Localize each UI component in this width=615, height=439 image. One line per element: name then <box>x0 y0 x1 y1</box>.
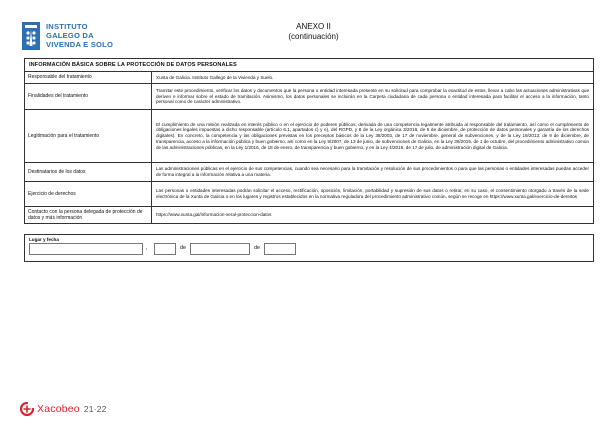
institute-name-line-3: VIVENDA E SOLO <box>46 40 114 49</box>
row-value: Xunta de Galicia. Instituto Gallego de la Vivienda y Suelo. <box>156 74 274 80</box>
comma-separator: , <box>146 245 148 251</box>
annex-continuation: (continuación) <box>288 32 339 41</box>
row-label: Finalidades del tratamiento <box>25 84 152 109</box>
de-separator-2: de <box>254 245 260 251</box>
xacobeo-logo <box>20 402 107 416</box>
year-field[interactable] <box>264 243 296 255</box>
row-value: https://www.xunta.gal/informacion-xeral-proteccion-datos <box>156 212 272 218</box>
row-label: Responsable del tratamiento <box>25 72 152 83</box>
row-label: Destinatarios de los datos <box>25 163 152 181</box>
table-row <box>25 72 593 84</box>
institute-name-line-2: GALEGO DA <box>46 31 94 40</box>
row-label: Contacto con la persona delegada de protección de datos y más información <box>25 207 152 223</box>
table-row <box>25 207 593 223</box>
table-row <box>25 182 593 207</box>
annex-title: ANEXO II <box>296 22 331 31</box>
row-value: El cumplimiento de una misión realizada en interés público o en el ejercicio de poderes públicos, derivada de una competencia legalmente atribuida al responsable del tratamiento, así como el cumplimiento de obligaciones legales impuestas a dicho responsable (artículo 6.1, apartados c) y e), del RGPD, y 8 de la Ley orgánica 3/2018, de 5 de diciembre, de protección de datos personales y garantía de los derechos digitales). En concreto, la competencia y las obligaciones previstas en los preceptos básicos de la Ley 38/2003, de 17 de noviembre, general de subvenciones, y de la Ley 19/2013, de 9 de diciembre, de transparencia, acceso a la información pública y buen gobierno, así como en la Ley 9/2007, de 13 de junio, de subvenciones de Galicia, en la Ley 39/2015, de 1 de octubre, del procedimiento administrativo común de las administraciones públicas, en la Ley 1/2016, de 18 de enero, de transparencia y buen gobierno, y en la Ley 4/2019, de 17 de julio, de administración digital de Galicia. <box>156 121 589 150</box>
table-row <box>25 84 593 110</box>
de-separator-1: de <box>180 245 186 251</box>
place-date-label: Lugar y fecha <box>29 237 59 242</box>
institute-name-line-1: INSTITUTO <box>46 22 88 31</box>
row-label: Legitimación para el tratamiento <box>25 110 152 162</box>
row-value: Las personas o entidades interesadas podrán solicitar el acceso, rectificación, oposición, limitación, portabilidad y supresión de sus datos o retirar, en su caso, el consentimiento otorgado a través de la sede electrónica de la Xunta de Galicia o en los lugares y registros establecidos en la normativa reguladora del procedimiento administrativo común, según se recoge en https://www.xunta.gal/exercicio-de-dereitos <box>156 188 589 199</box>
place-field[interactable] <box>29 243 143 255</box>
xacobeo-years: 21·22 <box>83 404 107 414</box>
table-row <box>25 110 593 163</box>
row-value: Tramitar este procedimiento, verificar los datos y documentos que la persona o entidad interesada presente en su solicitud para comprobar la exactitud de estos, llevar a cabo las actuaciones administrativas que deriven e informar sobre el estado de tramitación. Asimismo, los datos personales se incluirán en la Carpeta ciudadana de cada persona o entidad interesada para facilitar el acceso a la información, tanto personal como de carácter administrativo. <box>156 87 589 105</box>
data-protection-table <box>24 58 594 224</box>
table-row <box>25 163 593 182</box>
table-title: INFORMACIÓN BÁSICA SOBRE LA PROTECCIÓN DE DATOS PERSONALES <box>25 59 593 72</box>
xacobeo-shell-icon <box>20 402 34 416</box>
row-value: Las administraciones públicas en el ejercicio de sus competencias, cuando sea necesario para la tramitación y resolución de sus procedimientos o para que las personas o entidades interesadas puedan acceder de forma integral a la información relativa a una materia. <box>156 166 589 177</box>
day-field[interactable] <box>154 243 176 255</box>
place-date-section <box>24 234 594 262</box>
month-field[interactable] <box>190 243 250 255</box>
document-title <box>0 22 615 42</box>
row-label: Ejercicio de derechos <box>25 182 152 206</box>
xacobeo-brand: Xacobeo <box>37 403 80 415</box>
